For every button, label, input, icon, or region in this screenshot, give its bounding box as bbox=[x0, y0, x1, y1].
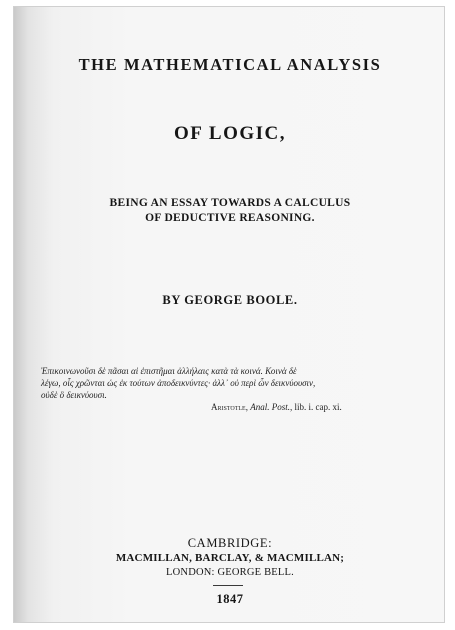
greek-epigraph bbox=[41, 365, 411, 401]
epigraph-attribution bbox=[211, 402, 342, 412]
title-page bbox=[13, 6, 445, 623]
publication-year: 1847 bbox=[216, 592, 244, 606]
publisher-london: LONDON: GEORGE BELL. bbox=[166, 567, 294, 578]
epigraph-line-3: οὐδὲ ὃ δεικνύουσι. bbox=[41, 390, 107, 400]
epigraph-line-1: Ἐπικοινωνοῦσι δὲ πᾶσαι αἱ ἐπιστῆμαι ἀλλήλαις κατὰ τὰ κοινά. Κοινὰ δὲ bbox=[41, 366, 297, 376]
epigraph-line-2: λέγω, οἷς χρῶνται ὡς ἐκ τούτων ἀποδεικνύντες· ἀλλ᾽ οὐ περὶ ὧν δεικνύουσιν, bbox=[41, 378, 316, 388]
subtitle-line-2: OF DEDUCTIVE REASONING. bbox=[145, 212, 315, 224]
divider-rule bbox=[213, 585, 243, 586]
subtitle-line-1: BEING AN ESSAY TOWARDS A CALCULUS bbox=[109, 197, 351, 209]
publisher-firm: MACMILLAN, BARCLAY, & MACMILLAN; bbox=[115, 552, 345, 564]
attribution-work: Anal. Post., bbox=[250, 402, 293, 412]
title-line-2: OF LOGIC, bbox=[173, 123, 287, 144]
author-byline: BY GEORGE BOOLE. bbox=[162, 293, 298, 307]
title-line-1: THE MATHEMATICAL ANALYSIS bbox=[78, 55, 382, 74]
attribution-author: Aristotle, bbox=[211, 402, 248, 412]
publisher-city: CAMBRIDGE: bbox=[187, 536, 273, 550]
attribution-reference: lib. i. cap. xi. bbox=[294, 402, 342, 412]
